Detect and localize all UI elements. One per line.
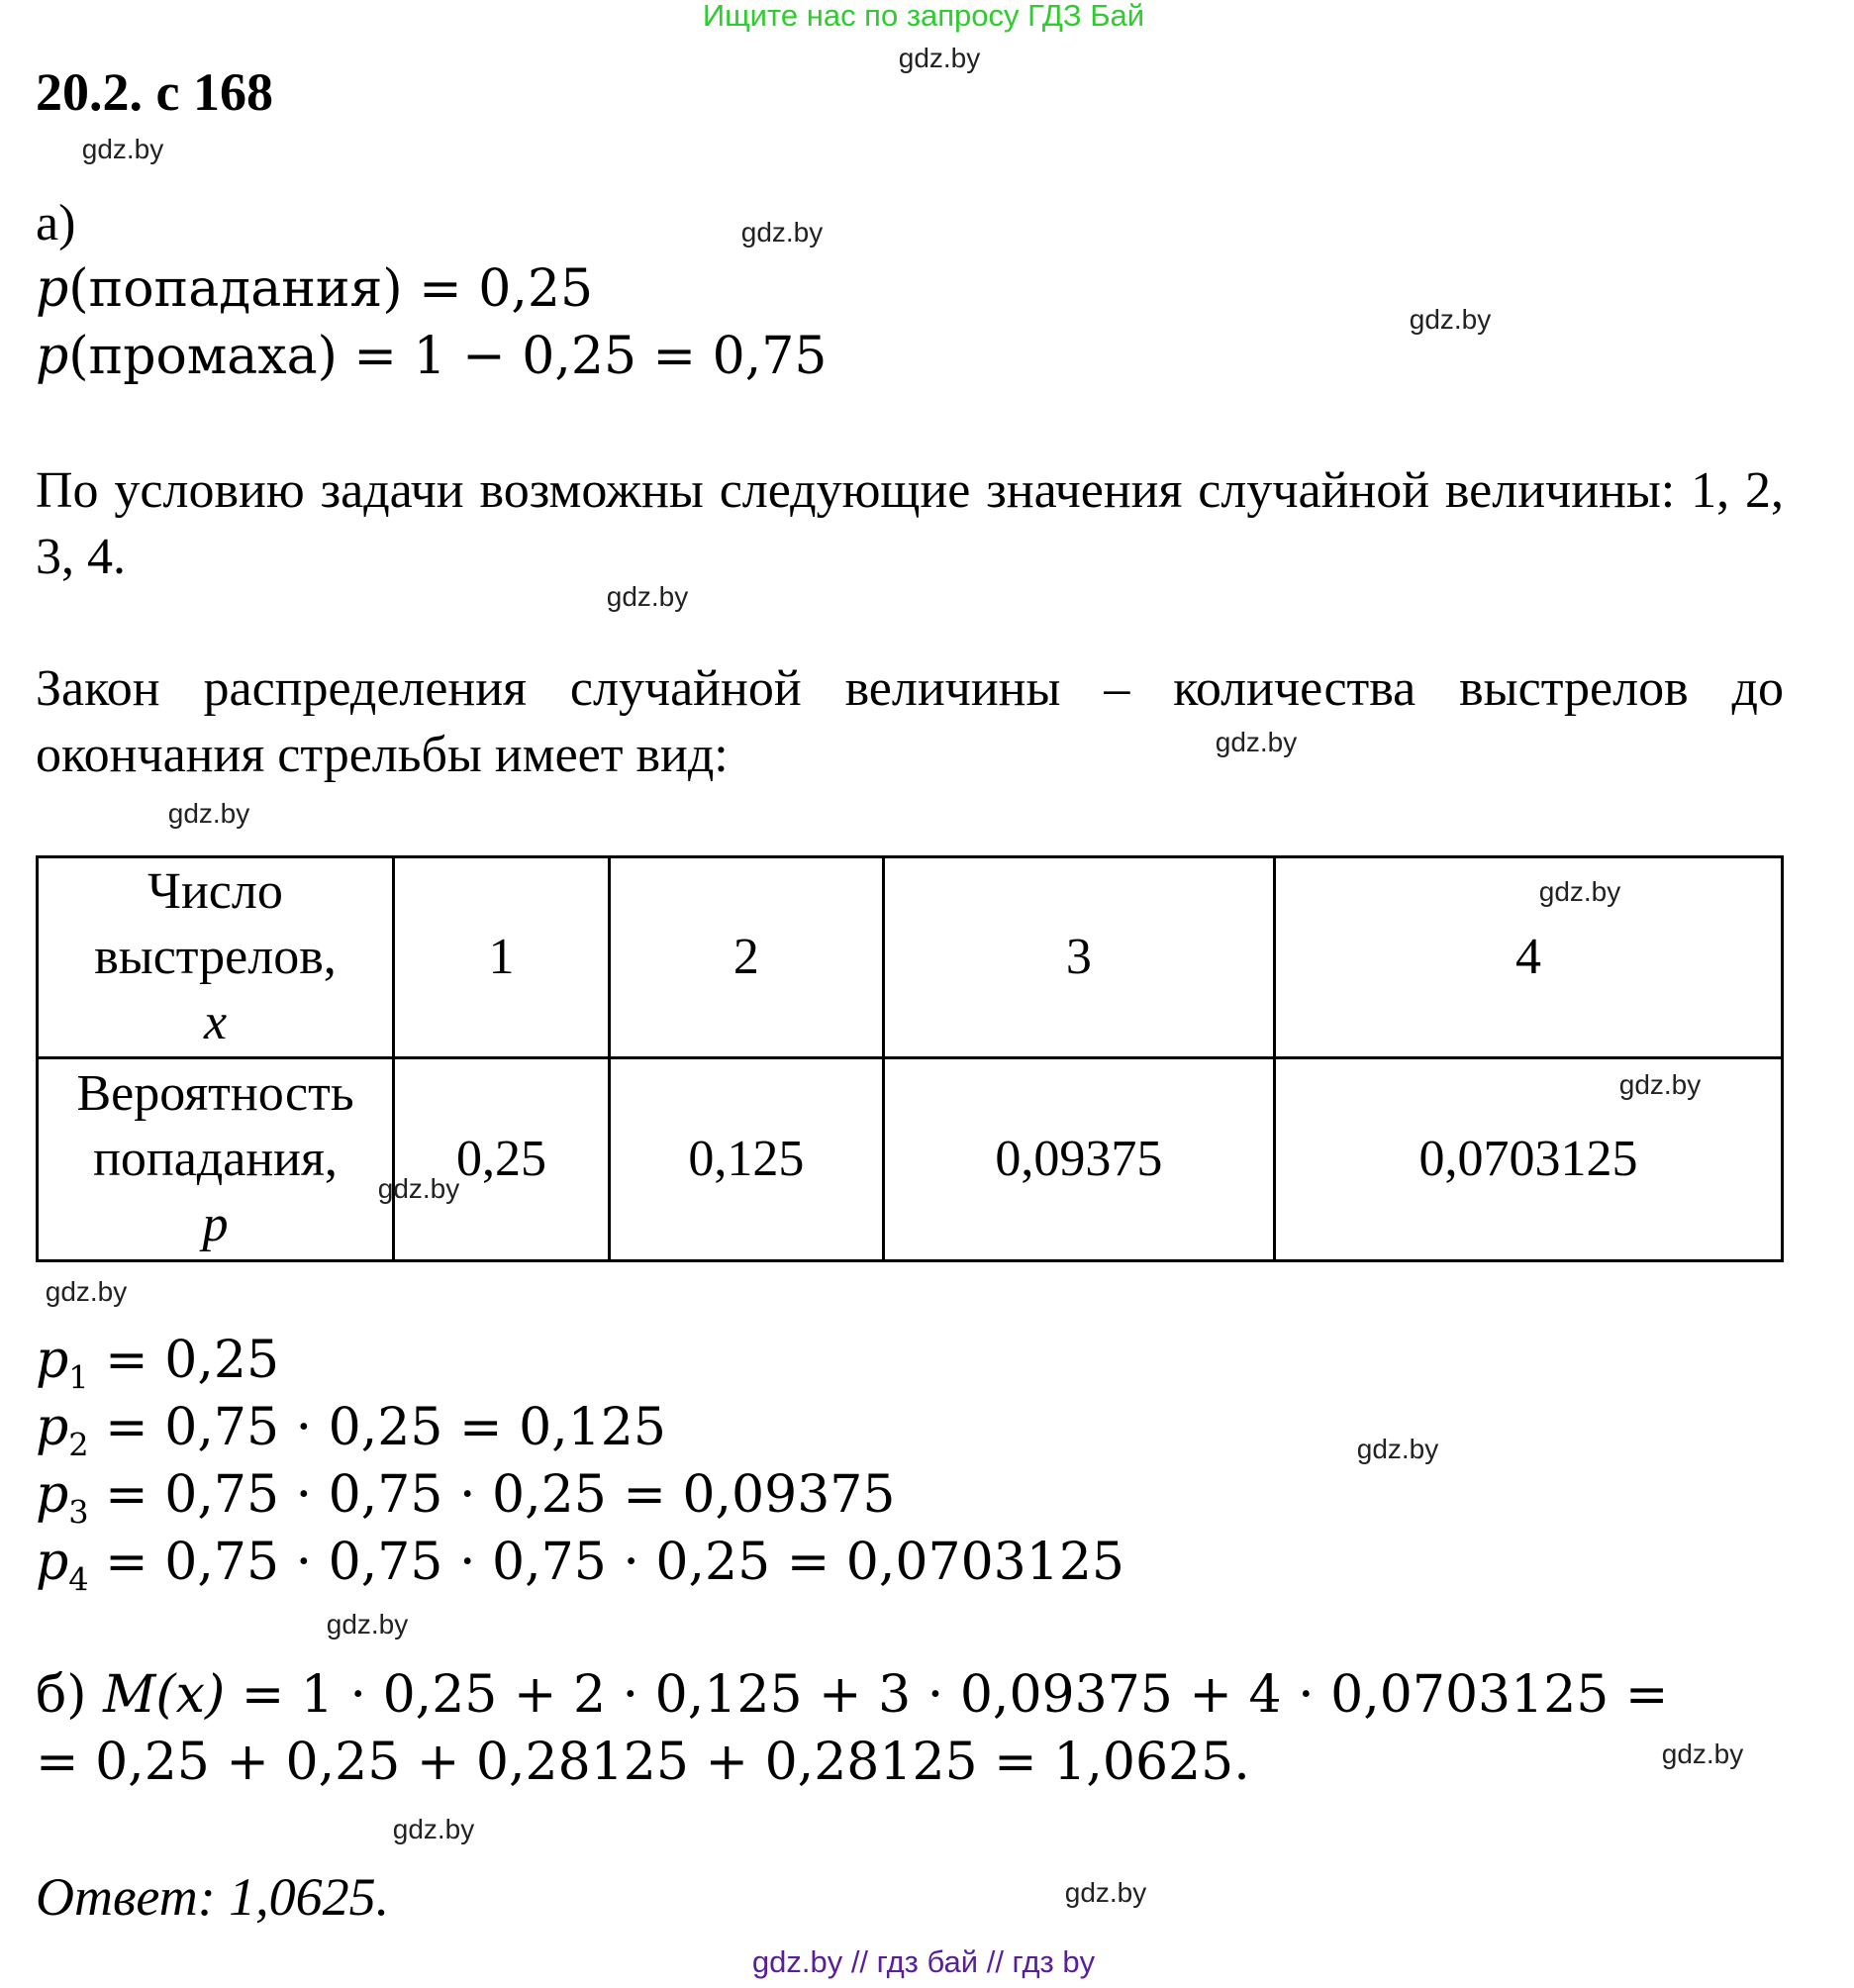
table-row-shots xyxy=(38,857,1783,1058)
watermark: gdz.by xyxy=(606,581,689,612)
p-miss-line xyxy=(36,327,827,386)
part-b-label: б) xyxy=(36,1665,104,1725)
p-symbol: p xyxy=(36,259,69,319)
table-cell: 0,25 xyxy=(394,1058,610,1261)
probability-line xyxy=(36,1398,666,1463)
watermark: gdz.by xyxy=(326,1609,409,1640)
watermark: gdz.by xyxy=(1538,876,1621,907)
expectation-line-2: = 0,25 + 0,25 + 0,28125 + 0,28125 = 1,0625. xyxy=(36,1733,1250,1792)
watermark: gdz.by xyxy=(392,1814,475,1844)
answer: Ответ: 1,0625. xyxy=(36,1867,390,1927)
table-cell: 2 xyxy=(609,857,883,1058)
p-symbol: p xyxy=(36,327,69,386)
search-banner: Ищите нас по запросу ГДЗ Бай xyxy=(702,0,1145,33)
distribution-table xyxy=(36,855,1784,1262)
header-line: попадания, xyxy=(93,1131,338,1187)
table-cell: 4 xyxy=(1274,857,1782,1058)
paragraph-law: Закон распределения случайной величины – количества выстрелов до окончания стрельбы имеет вид: xyxy=(36,660,1784,783)
subscript: 2 xyxy=(68,1426,89,1464)
p-symbol: p xyxy=(36,1331,69,1390)
p-hit-expr: (попадания) = 0,25 xyxy=(68,259,594,319)
header-symbol: p xyxy=(202,1196,229,1252)
p-symbol: p xyxy=(36,1398,69,1457)
watermark: gdz.by xyxy=(898,43,981,73)
watermark: gdz.by xyxy=(167,798,250,829)
p-symbol: p xyxy=(36,1533,69,1592)
expr: = 1 · 0,25 + 2 · 0,125 + 3 · 0,09375 + 4 · 0,0703125 = xyxy=(225,1665,1669,1725)
watermark: gdz.by xyxy=(377,1173,460,1204)
watermark: gdz.by xyxy=(1356,1434,1439,1464)
watermark: gdz.by xyxy=(1409,304,1492,335)
paragraph-values: По условию задачи возможны следующие значения случайной величины: 1, 2, 3, 4. xyxy=(36,462,1784,585)
watermark: gdz.by xyxy=(1618,1069,1702,1100)
row-header-shots xyxy=(38,857,394,1058)
header-line: выстрелов, xyxy=(94,929,337,985)
expr: = 0,75 · 0,75 · 0,75 · 0,25 = 0,0703125 xyxy=(88,1533,1125,1592)
watermark: gdz.by xyxy=(1215,727,1298,757)
exercise-title: 20.2. с 168 xyxy=(36,62,273,122)
footer-links[interactable]: gdz.by // гдз бай // гдз by xyxy=(751,1944,1096,1979)
probability-line xyxy=(36,1533,1124,1598)
expr: = 0,25 xyxy=(88,1331,280,1390)
subscript: 3 xyxy=(68,1493,89,1532)
part-a-label: а) xyxy=(36,195,76,251)
header-line: Число xyxy=(147,863,283,920)
p-hit-line xyxy=(36,259,593,319)
subscript: 4 xyxy=(68,1560,89,1599)
mx-symbol: M(x) xyxy=(103,1665,226,1725)
watermark: gdz.by xyxy=(45,1276,128,1307)
table-cell: 0,125 xyxy=(609,1058,883,1261)
table-row-probability xyxy=(38,1058,1783,1261)
table-cell: 0,0703125 xyxy=(1274,1058,1782,1261)
p-symbol: p xyxy=(36,1465,69,1525)
table-cell: 0,09375 xyxy=(883,1058,1274,1261)
expectation-line-1 xyxy=(36,1665,1668,1725)
header-symbol: x xyxy=(203,994,228,1050)
watermark: gdz.by xyxy=(740,217,824,248)
expr: = 0,75 · 0,75 · 0,25 = 0,09375 xyxy=(88,1465,896,1525)
p-miss-expr: (промаха) = 1 − 0,25 = 0,75 xyxy=(68,327,828,386)
probability-line xyxy=(36,1331,279,1396)
header-line: Вероятность xyxy=(76,1065,354,1122)
watermark: gdz.by xyxy=(81,134,164,164)
table-cell: 1 xyxy=(394,857,610,1058)
table-cell: 3 xyxy=(883,857,1274,1058)
watermark: gdz.by xyxy=(1064,1877,1147,1908)
row-header-probability xyxy=(38,1058,394,1261)
expr: = 0,75 · 0,25 = 0,125 xyxy=(88,1398,666,1457)
probability-line xyxy=(36,1465,895,1531)
subscript: 1 xyxy=(68,1358,89,1397)
watermark: gdz.by xyxy=(1661,1739,1744,1769)
